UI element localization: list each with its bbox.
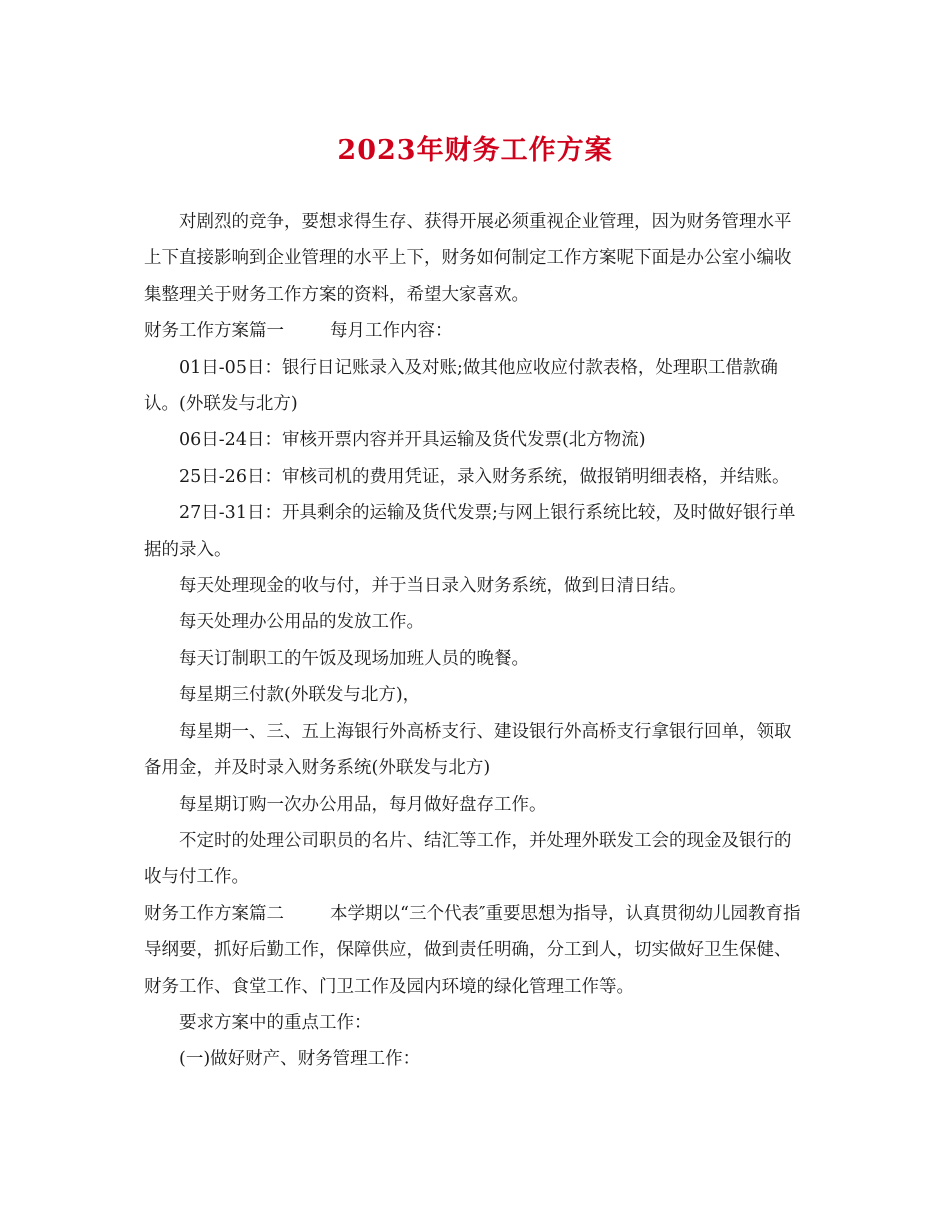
section1-item: 每天处理办公用品的发放工作。: [179, 612, 424, 633]
section1-item: 01日-05日：银行日记账录入及对账;做其他应收应付款表格，处理职工借款确认。(外联发与北方): [144, 357, 778, 415]
section2-heading: 财务工作方案篇二: [144, 903, 284, 924]
section1-item: 25日-26日：审核司机的费用凭证，录入财务系统，做报销明细表格，并结账。: [179, 466, 790, 487]
section1-item: 每星期订购一次办公用品，每月做好盘存工作。: [179, 794, 547, 815]
document-title: 2023年财务工作方案: [337, 135, 613, 166]
section1-subheading: 每月工作内容：: [330, 321, 453, 342]
section1-item: 每星期一、三、五上海银行外高桥支行、建设银行外高桥支行拿银行回单，领取备用金，并及时录入财务系统(外联发与北方): [144, 721, 792, 779]
section1-item: 每星期三付款(外联发与北方)，: [179, 685, 421, 706]
section1-item: 06日-24日：审核开票内容并开具运输及货代发票(北方物流): [179, 430, 646, 451]
section1-heading-line: [144, 313, 804, 349]
section1-heading: 财务工作方案篇一: [144, 321, 284, 342]
section2-lead: 本学期以“三个代表″重要思想为指导，认真贯彻幼儿园教育指导纲要，抓好后勤工作，保障供应，做到责任明确，分工到人，切实做好卫生保健、财务工作、食堂工作、门卫工作及园内环境的绿化管理工作等。: [144, 903, 801, 997]
section2-item: (一)做好财产、财务管理工作：: [179, 1049, 421, 1070]
section1-item: 27日-31日：开具剩余的运输及货代发票;与网上银行系统比较，及时做好银行单据的录入。: [144, 503, 796, 560]
document-body: [144, 204, 804, 1078]
section1-item: 不定时的处理公司职员的名片、结汇等工作，并处理外联发工会的现金及银行的收与付工作。: [144, 830, 792, 888]
section2-item: 要求方案中的重点工作：: [179, 1012, 372, 1033]
section1-item: 每天订制职工的午饭及现场加班人员的晚餐。: [179, 648, 529, 669]
intro-paragraph: 对剧烈的竞争，要想求得生存、获得开展必须重视企业管理，因为财务管理水平上下直接影响到企业管理的水平上下，财务如何制定工作方案呢下面是办公室小编收集整理关于财务工作方案的资料，希望大家喜欢。: [144, 212, 792, 305]
section1-item: 每天处理现金的收与付，并于当日录入财务系统，做到日清日结。: [179, 576, 687, 597]
section2-paragraph: [144, 896, 804, 1005]
